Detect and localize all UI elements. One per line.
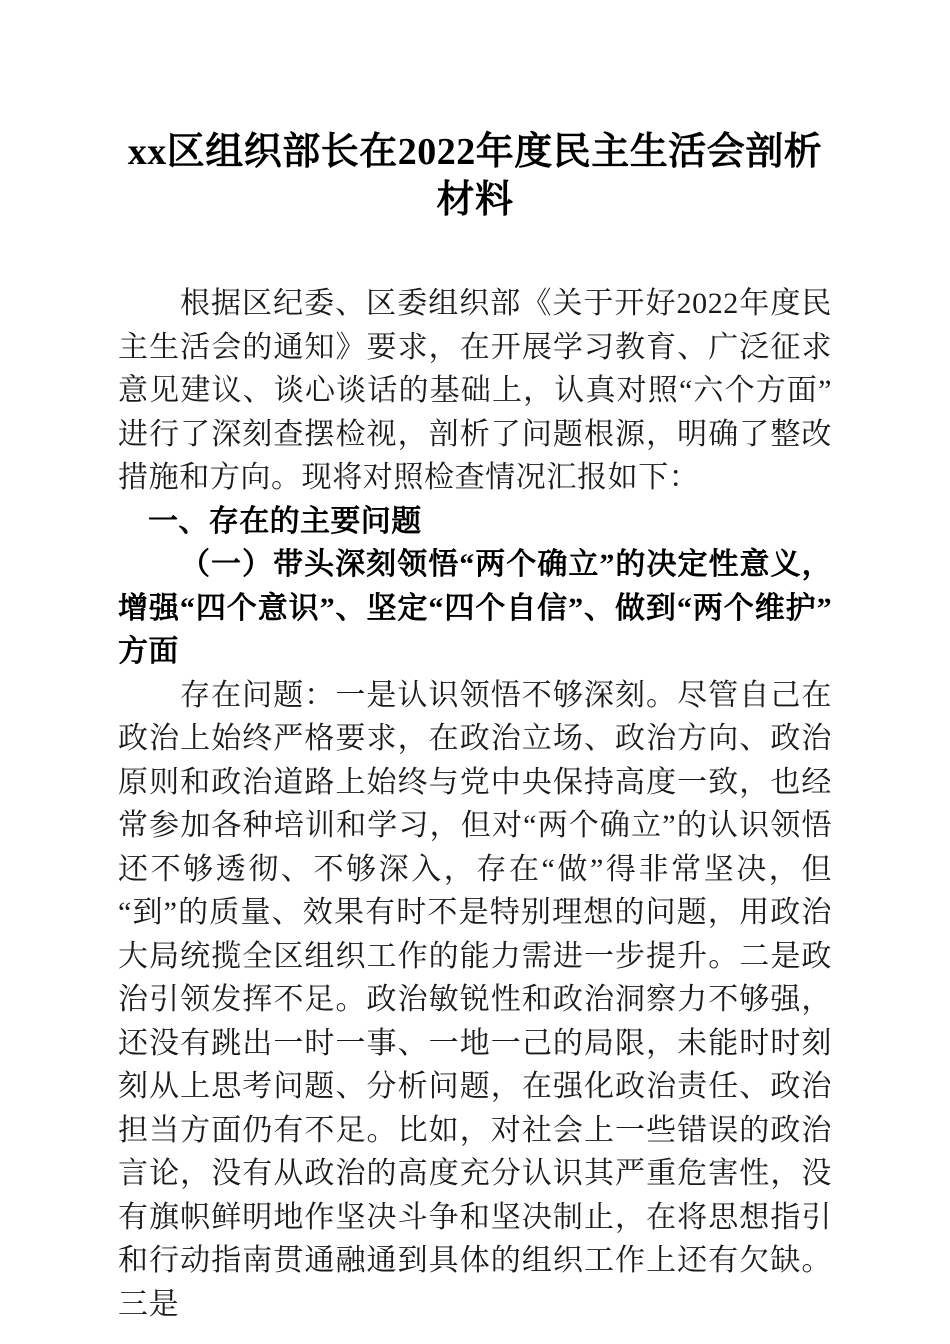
document-content-column [118, 0, 832, 1326]
problem-description-paragraph: 存在问题：一是认识领悟不够深刻。尽管自己在政治上始终严格要求，在政治立场、政治方向、政治原则和政治道路上始终与党中央保持高度一致，也经常参加各种培训和学习，但对“两个确立”的认识领悟还不够透彻、不够深入，存在“做”得非常坚决，但“到”的质量、效果有时不是特别理想的问题，用政治大局统揽全区组织工作的能力需进一步提升。二是政治引领发挥不足。政治敏锐性和政治洞察力不够强，还没有跳出一时一事、一地一己的局限，未能时时刻刻从上思考问题、分析问题，在强化政治责任、政治担当方面仍有不足。比如，对社会上一些错误的政治言论，没有从政治的高度充分认识其严重危害性，没有旗帜鲜明地作坚决斗争和坚决制止，在将思想指引和行动指南贯通融通到具体的组织工作上还有欠缺。三是 [118, 678, 832, 1321]
page-title: xx区组织部长在2022年度民主生活会剖析材料 [127, 131, 823, 221]
intro-paragraph: 根据区纪委、区委组织部《关于开好2022年度民主生活会的通知》要求，在开展学习教育、广泛征求意见建议、谈心谈话的基础上，认真对照“六个方面”进行了深刻查摆检视，剖析了问题根源，明确了整改措施和方向。现将对照检查情况汇报如下： [118, 287, 832, 494]
subsection-heading-two-establishments: （一）带头深刻领悟“两个确立”的决定性意义，增强“四个意识”、坚定“四个自信”、做到“两个维护”方面 [118, 548, 832, 668]
section-heading-existing-problems: 一、存在的主要问题 [148, 504, 422, 538]
